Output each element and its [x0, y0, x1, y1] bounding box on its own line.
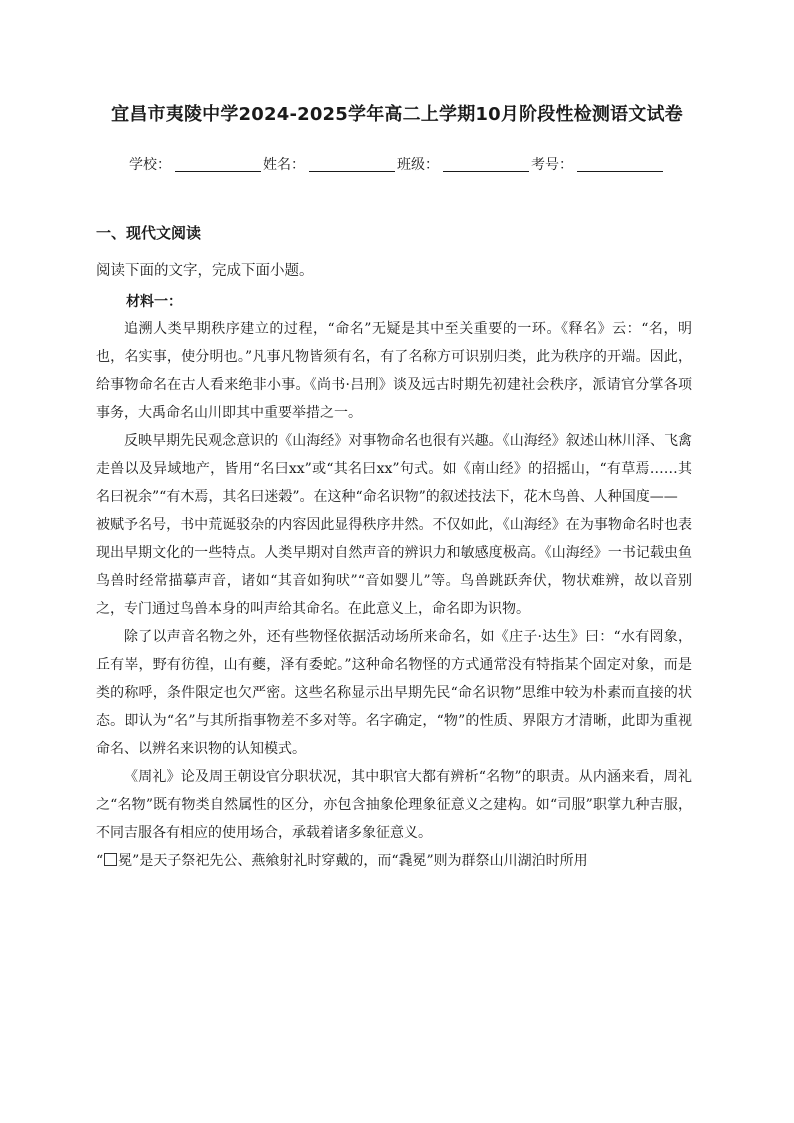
name-blank[interactable]: [309, 155, 395, 172]
name-field: [263, 154, 397, 174]
reading-instruction: 阅读下面的文字，完成下面小题。: [96, 263, 314, 279]
class-field: [397, 154, 531, 174]
exam-no-field: [531, 154, 665, 174]
paragraph-2: 反映早期先民观念意识的《山海经》对事物命名也很有兴趣。《山海经》叙述山林川泽、飞禽走兽以及异域地产，皆用“名曰xx”或“其名曰xx”句式。如《南山经》的招摇山，“有草焉……其名曰祝余”“有木焉，其名曰迷榖”。在这种“命名识物”的叙述技法下，花木鸟兽、人种国度——: [96, 433, 692, 505]
exam-title: 宜昌市夷陵中学2024-2025学年高二上学期10月阶段性检测语文试卷: [111, 104, 683, 125]
missing-glyph-box: [104, 853, 117, 866]
exam-no-blank[interactable]: [577, 155, 663, 172]
class-label: 班级：: [397, 157, 439, 173]
name-label: 姓名：: [263, 157, 305, 173]
student-info-row: [0, 154, 794, 174]
material-label: 材料一：: [126, 294, 182, 310]
reading-passage: [96, 315, 692, 875]
school-blank[interactable]: [175, 155, 261, 172]
paragraph-4: 除了以声音名物之外，还有些物怪依据活动场所来命名，如《庄子·达生》曰：“水有罔象，丘有峷，野有彷徨，山有夔，泽有委蛇。”这种命名物怪的方式通常没有特指某个固定对象，而是类的称呼，条件限定也欠严密。这些名称显示出早期先民“命名识物”思维中较为朴素而直接的状态。即认为“名”与其所指事物差不多对等。名字确定，“物”的性质、界限方才清晰，此即为重视命名、以辨名来识物的认知模式。: [96, 629, 692, 757]
school-label: 学校：: [129, 157, 171, 173]
paragraph-6-text: 冕”是天子祭祀先公、燕飨射礼时穿戴的，而“毳冕”则为群祭山川湖泊时所用: [118, 853, 588, 869]
paragraph-3: 被赋予名号，书中荒诞驳杂的内容因此显得秩序井然。不仅如此，《山海经》在为事物命名时也表现出早期文化的一些特点。人类早期对自然声音的辨识力和敏感度极高。《山海经》一书记载虫鱼鸟兽时经常描摹声音，诸如“其音如狗吠”“音如婴儿”等。鸟兽跳跃奔伏，物状难辨，故以音别之，专门通过鸟兽本身的叫声给其命名。在此意义上，命名即为识物。: [96, 517, 692, 617]
paragraph-5: 《周礼》论及周王朝设官分职状况，其中职官大都有辨析“名物”的职责。从内涵来看，周礼之“名物”既有物类自然属性的区分，亦包含抽象伦理象征意义之建构。如“司服”职掌九种吉服，不同吉服各有相应的使用场合，承载着诸多象征意义。: [96, 769, 692, 841]
section-heading: 一、现代文阅读: [96, 224, 202, 242]
school-field: [129, 154, 263, 174]
class-blank[interactable]: [443, 155, 529, 172]
paragraph-6: [96, 847, 692, 875]
exam-no-label: 考号：: [531, 157, 573, 173]
paragraph-1: 追溯人类早期秩序建立的过程，“命名”无疑是其中至关重要的一环。《释名》云：“名，明也，名实事，使分明也。”凡事凡物皆须有名，有了名称方可识别归类，此为秩序的开端。因此，给事物命名在古人看来绝非小事。《尚书·吕刑》谈及远古时期先初建社会秩序，派请官分掌各项事务，大禹命名山川即其中重要举措之一。: [96, 321, 692, 421]
paragraph-6-open-quote: “: [96, 853, 104, 869]
